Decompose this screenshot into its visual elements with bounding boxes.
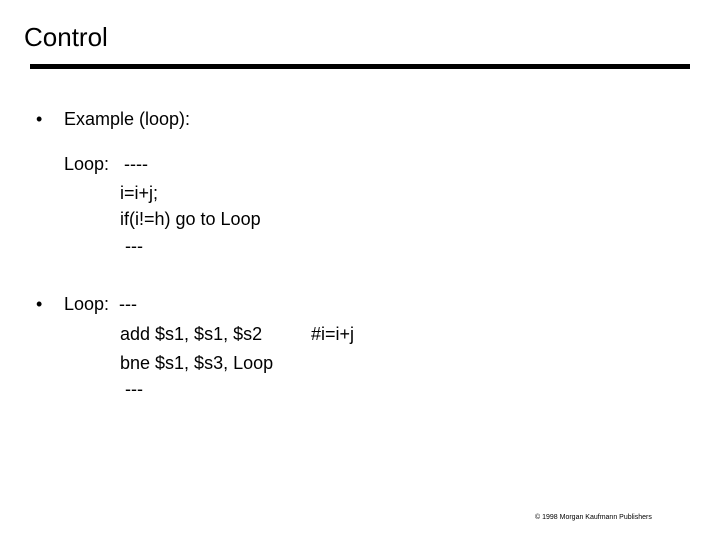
bullet-dot-1: • <box>36 109 43 129</box>
bullet-1-text: Example (loop): <box>64 109 191 129</box>
code-line-loop-label: Loop: ---- <box>64 154 149 174</box>
code-line-assign: i=i+j; <box>120 183 159 203</box>
title-rule <box>30 64 690 69</box>
copyright-notice: © 1998 Morgan Kaufmann Publishers <box>535 514 652 521</box>
code-line-branch: if(i!=h) go to Loop <box>120 209 261 229</box>
bullet-dot-2: • <box>36 294 43 314</box>
bullet-2-text: Loop: --- <box>64 294 138 314</box>
asm-line-bne: bne $s1, $s3, Loop <box>120 353 274 373</box>
asm-comment: #i=i+j <box>311 324 355 344</box>
slide-title: Control <box>24 22 108 52</box>
asm-line-add: add $s1, $s1, $s2 <box>120 324 263 344</box>
code-line-ellipsis-1: --- <box>120 236 143 256</box>
asm-line-ellipsis: --- <box>120 379 143 399</box>
